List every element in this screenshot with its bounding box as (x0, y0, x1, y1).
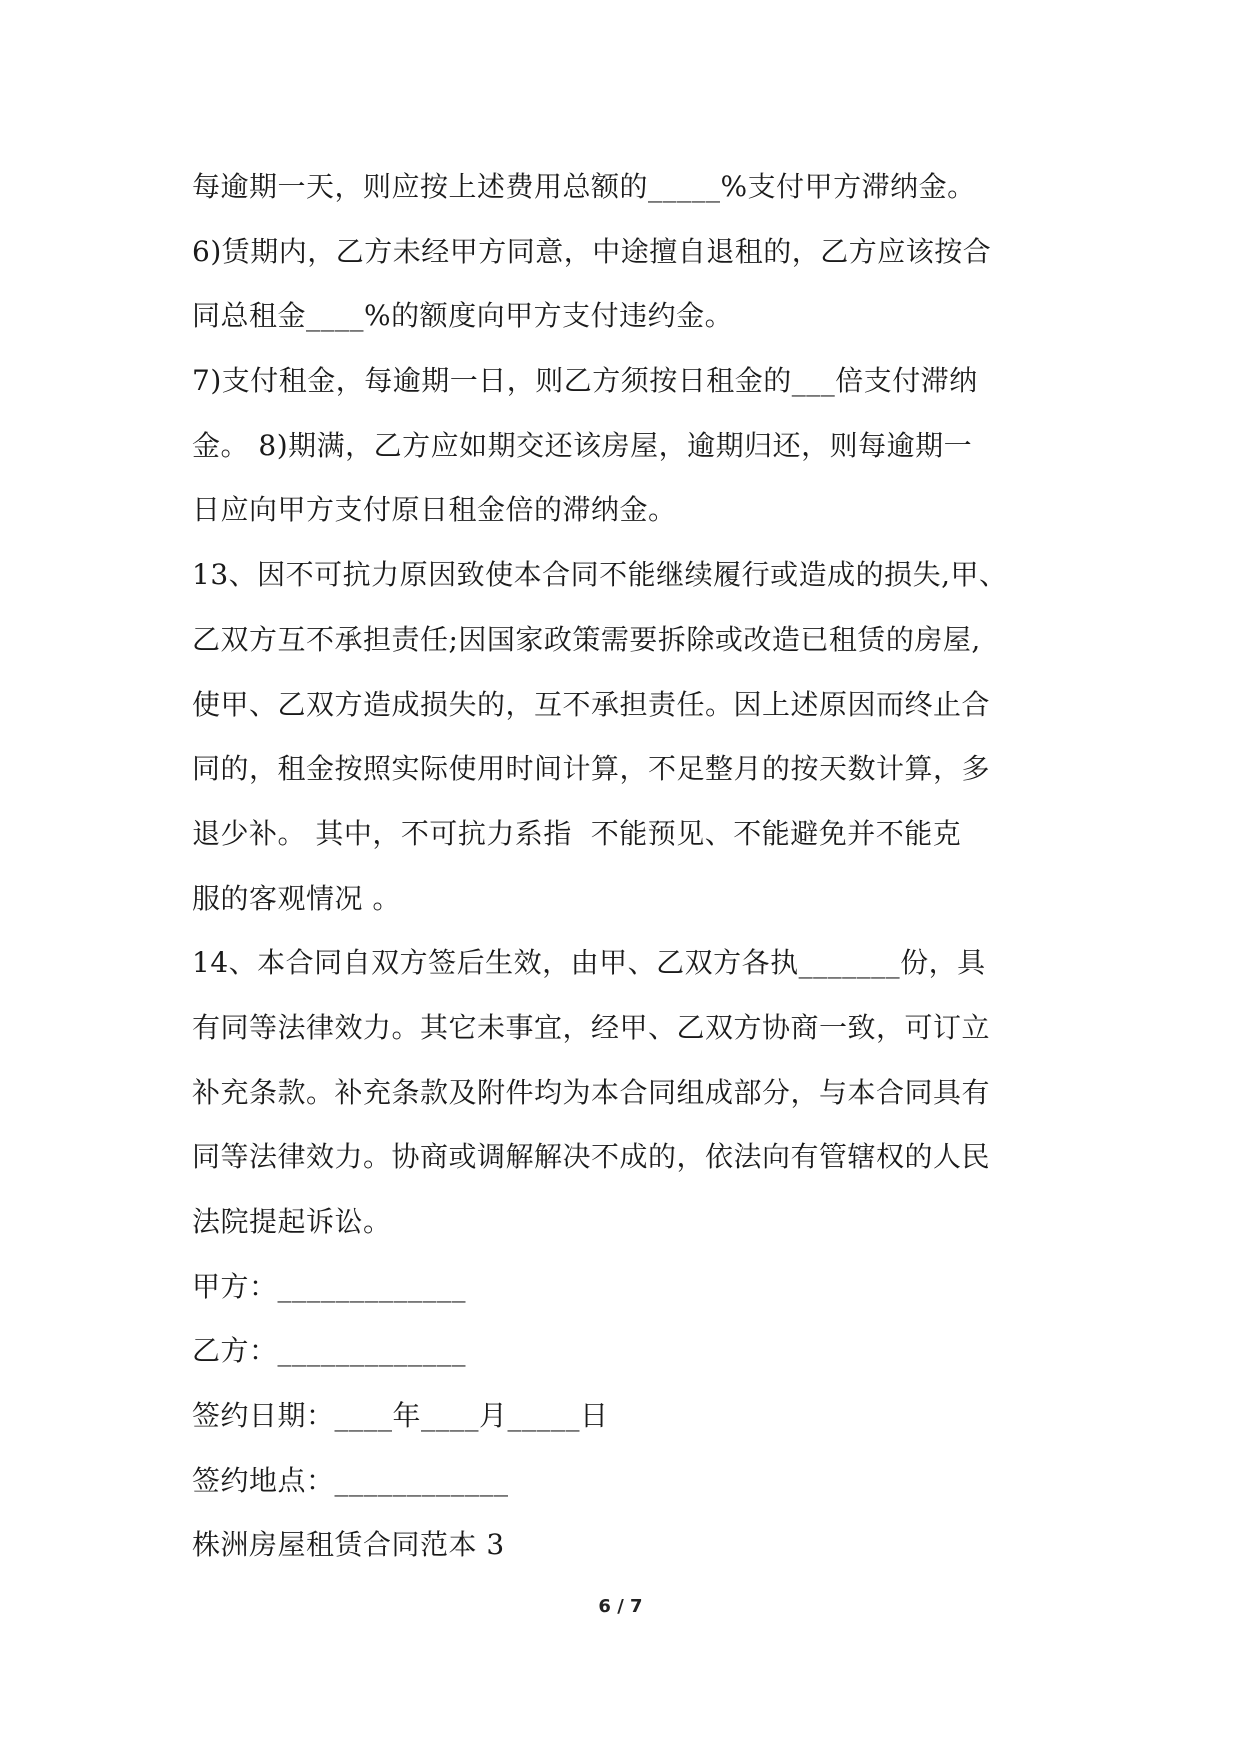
text-line: 同总租金____%的额度向甲方支付违约金。 (192, 299, 734, 333)
text-line: 有同等法律效力。其它未事宜，经甲、乙双方协商一致，可订立 (192, 1010, 991, 1044)
section-title: 株洲房屋租赁合同范本 3 (192, 1528, 505, 1562)
text-line: 使甲、乙双方造成损失的，互不承担责任。因上述原因而终止合 (192, 687, 991, 721)
text-line: 日应向甲方支付原日租金倍的滞纳金。 (192, 493, 677, 527)
text-line: 14、本合同自双方签后生效，由甲、乙双方各执_______份，具 (192, 946, 986, 980)
text-line: 退少补。 其中，不可抗力系指 不能预见、不能避免并不能克 (192, 816, 962, 850)
text-line: 同的，租金按照实际使用时间计算，不足整月的按天数计算，多 (192, 752, 991, 786)
text-line: 6)赁期内，乙方未经甲方同意，中途擅自退租的，乙方应该按合 (192, 234, 992, 268)
page-number: 6 / 7 (598, 1596, 643, 1617)
text-line: 乙双方互不承担责任;因国家政策需要拆除或改造已租赁的房屋, (192, 622, 981, 656)
party-a-signature-line: 甲方：_____________ (192, 1269, 467, 1303)
text-line: 同等法律效力。协商或调解解决不成的，依法向有管辖权的人民 (192, 1140, 991, 1174)
party-b-signature-line: 乙方：_____________ (192, 1334, 467, 1368)
text-line: 法院提起诉讼。 (192, 1205, 392, 1238)
text-line: 每逾期一天，则应按上述费用总额的_____%支付甲方滞纳金。 (192, 170, 976, 203)
signing-place-line: 签约地点：____________ (192, 1463, 509, 1497)
text-line: 13、因不可抗力原因致使本合同不能继续履行或造成的损失,甲、 (192, 558, 1008, 592)
text-line: 服的客观情况 。 (192, 881, 401, 915)
text-line: 7)支付租金，每逾期一日，则乙方须按日租金的___倍支付滞纳 (192, 364, 978, 398)
signing-date-line: 签约日期：____年____月_____日 (192, 1399, 609, 1433)
document-body (192, 155, 1062, 1578)
text-line: 金。 8)期满，乙方应如期交还该房屋，逾期归还，则每逾期一 (192, 428, 973, 462)
text-line: 补充条款。补充条款及附件均为本合同组成部分，与本合同具有 (192, 1075, 991, 1109)
